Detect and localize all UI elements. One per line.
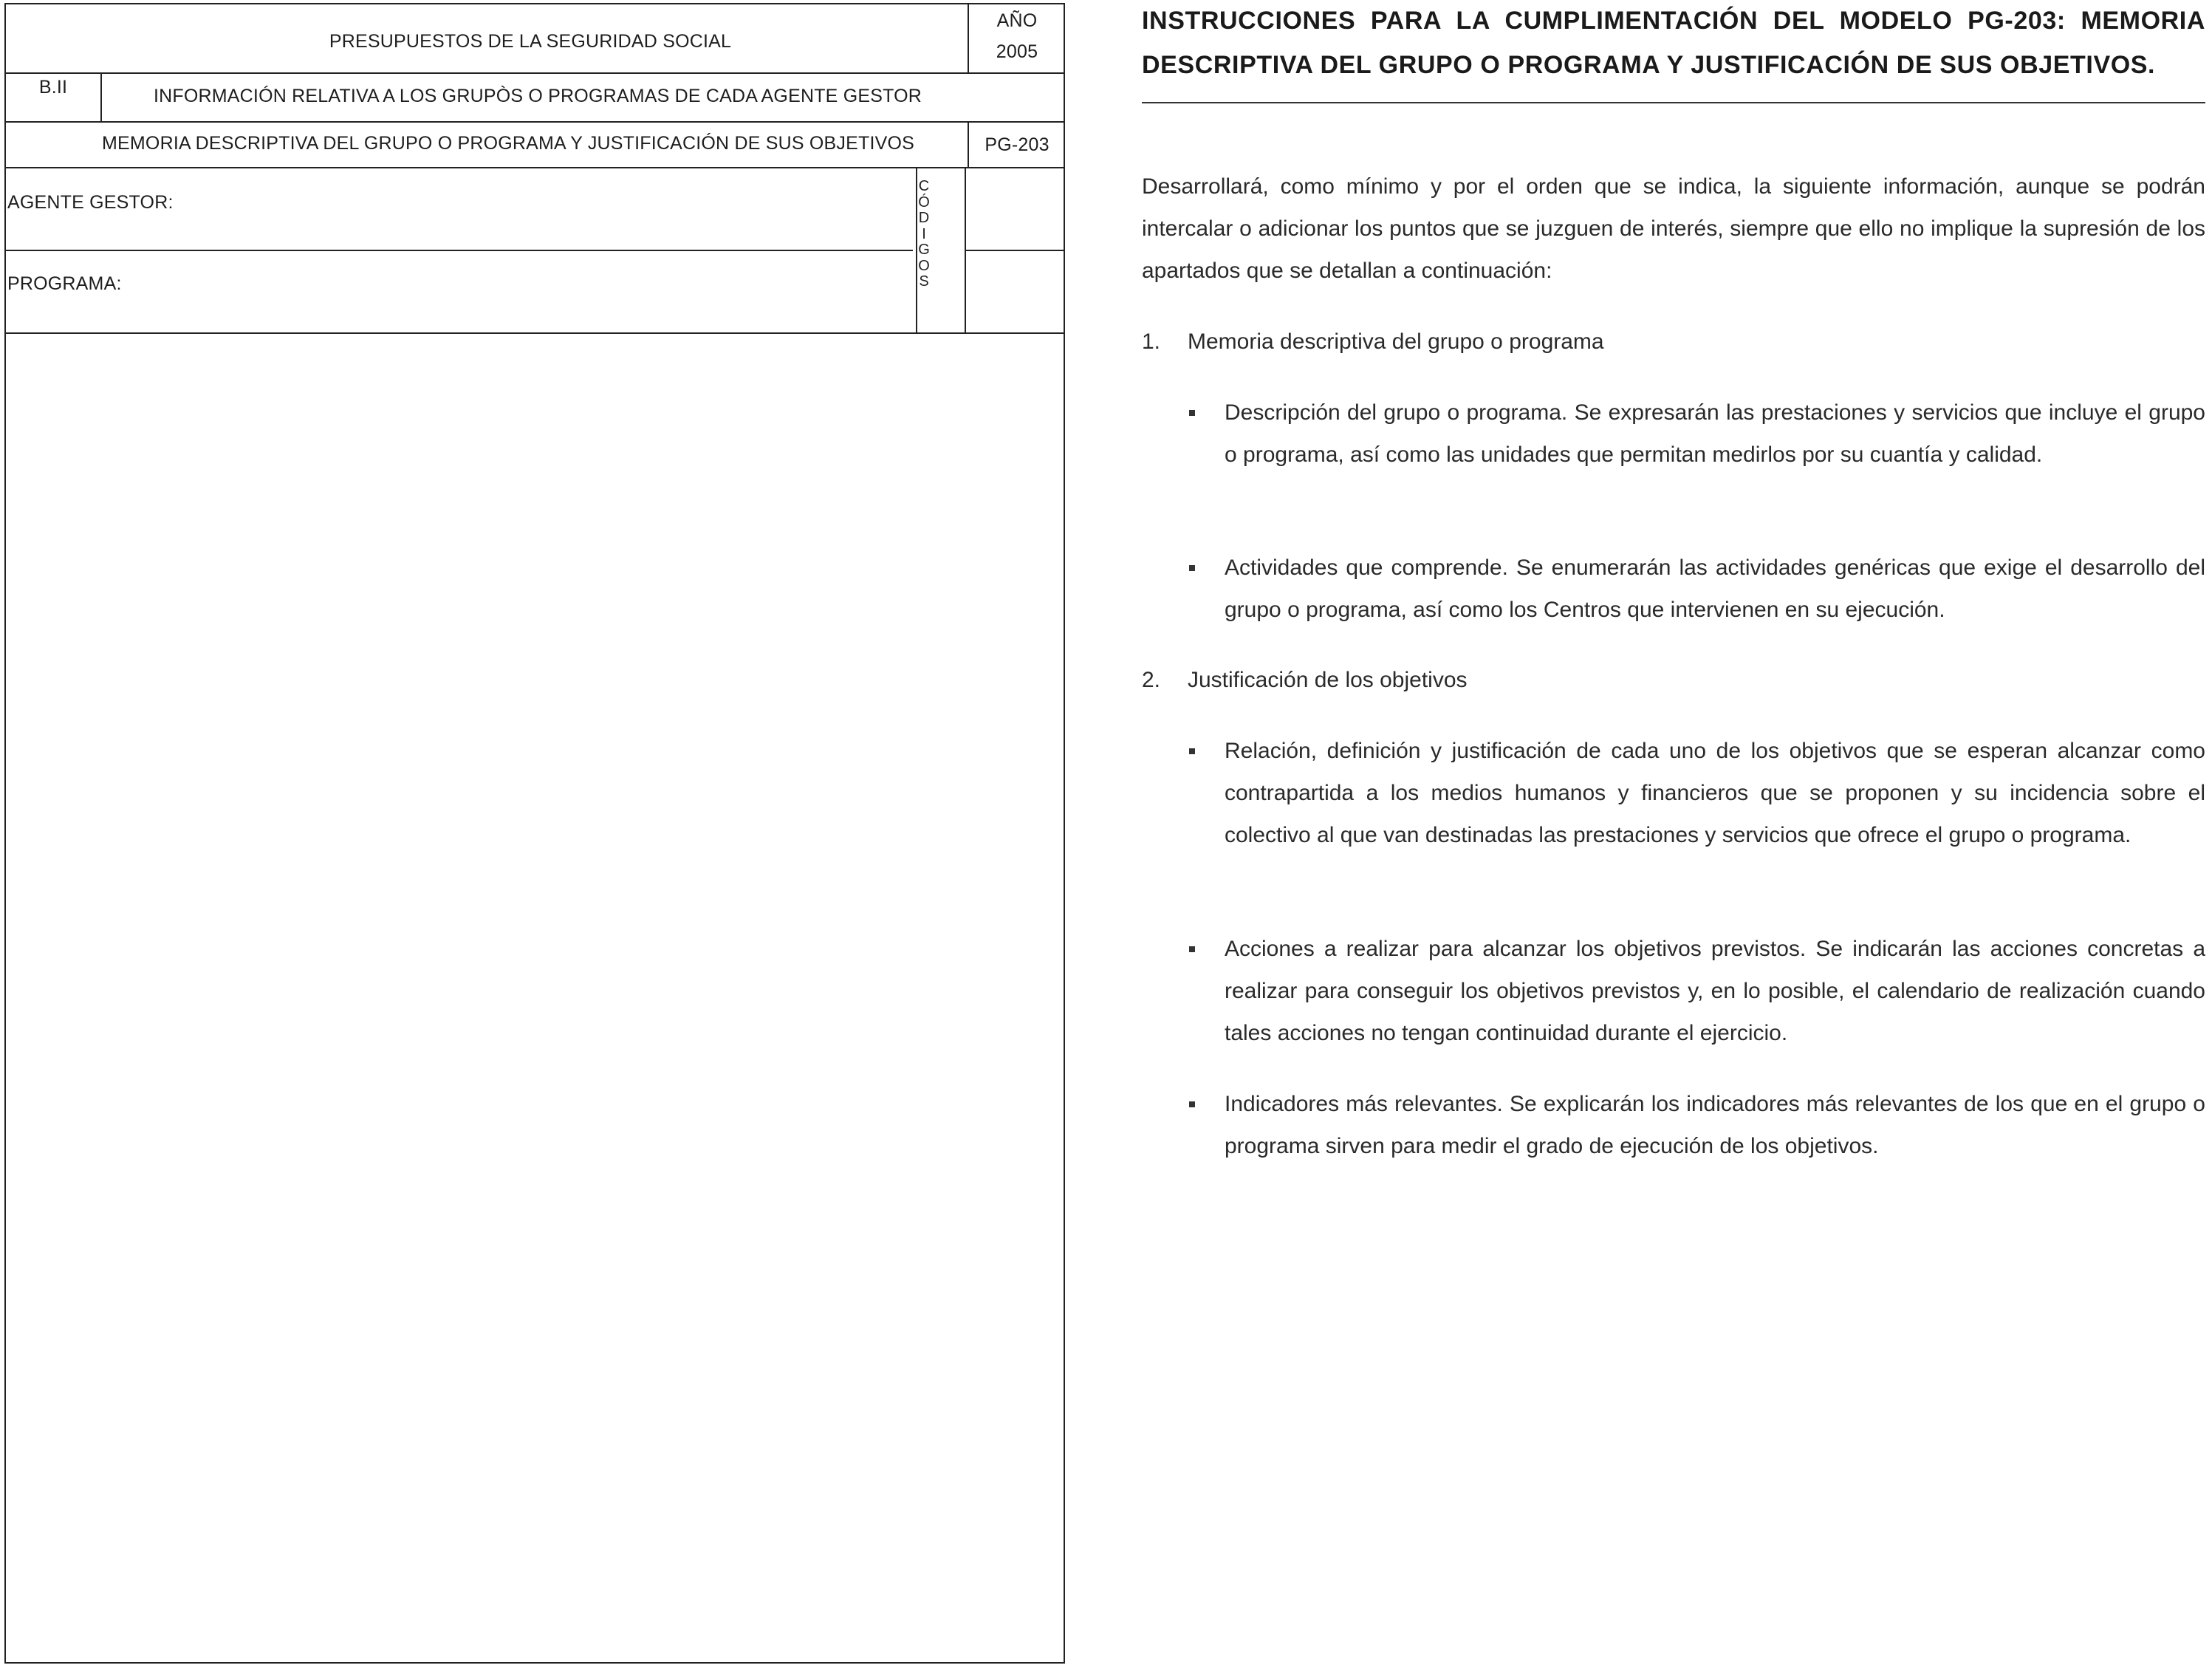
row-divider bbox=[965, 250, 1064, 251]
section-heading-text: Justificación de los objetivos bbox=[1188, 668, 1468, 692]
section-heading-1 bbox=[1142, 321, 1604, 363]
codigos-letter: Ó bbox=[918, 194, 930, 211]
instructions-title: INSTRUCCIONES PARA LA CUMPLIMENTACIÓN DEL MODELO PG-203: MEMORIA DESCRIPTIVA DEL GRUPO O PROGRAMA Y JUSTIFICACIÓN DE SUS OBJETIVOS. bbox=[1142, 7, 2205, 79]
section-number: 1. bbox=[1142, 329, 1161, 354]
bullet-icon bbox=[1189, 946, 1195, 952]
bullet-icon bbox=[1189, 748, 1195, 754]
section-heading-2 bbox=[1142, 659, 1468, 701]
year-column-divider bbox=[968, 4, 969, 74]
section-title: INFORMACIÓN RELATIVA A LOS GRUPÒS O PROGRAMAS DE CADA AGENTE GESTOR bbox=[154, 86, 922, 106]
instructions-header bbox=[1142, 0, 2205, 87]
list-item bbox=[1189, 547, 2205, 631]
year-label: AÑO bbox=[996, 10, 1038, 31]
bullet-icon bbox=[1189, 565, 1195, 571]
section-heading-text: Memoria descriptiva del grupo o programa bbox=[1188, 329, 1604, 354]
list-item bbox=[1189, 1083, 2205, 1167]
codigos-right-divider bbox=[965, 168, 966, 334]
model-code-divider bbox=[968, 123, 969, 168]
memoria-title: MEMORIA DESCRIPTIVA DEL GRUPO O PROGRAMA Y JUSTIFICACIÓN DE SUS OBJETIVOS bbox=[102, 133, 914, 154]
year-value: 2005 bbox=[996, 41, 1038, 62]
title-underline bbox=[1142, 102, 2205, 103]
list-item bbox=[1189, 730, 2205, 856]
row-divider bbox=[6, 332, 1064, 334]
row-divider bbox=[6, 167, 1064, 168]
row-divider bbox=[6, 250, 913, 251]
list-item-text: Relación, definición y justificación de cada uno de los objetivos que se esperan alcanzar como contrapartida a los medios humanos y financieros que se proponen y su incidencia sobre el colectivo al que van destinadas las prestaciones y servicios que ofrece el grupo o programa. bbox=[1225, 739, 2205, 847]
codigos-vertical-label bbox=[917, 179, 931, 290]
section-code-divider bbox=[100, 74, 102, 121]
agente-gestor-label: AGENTE GESTOR: bbox=[7, 192, 174, 213]
codigos-letter: I bbox=[922, 225, 926, 242]
list-item-text: Acciones a realizar para alcanzar los objetivos previstos. Se indicarán las acciones concretas a realizar para conseguir los objetivos previstos y, en lo posible, el calendario de realización cuando tales acciones no tengan continuidad durante el ejercicio. bbox=[1225, 937, 2205, 1045]
row-divider bbox=[6, 72, 1064, 74]
section-code: B.II bbox=[38, 77, 68, 98]
instructions-intro: Desarrollará, como mínimo y por el orden que se indica, la siguiente información, aunque se podrán intercalar o adicionar los puntos que se juzguen de interés, siempre que ello no implique la supresión de los apartados que se detallan a continuación: bbox=[1142, 174, 2205, 283]
codigos-letter: O bbox=[918, 257, 930, 274]
row-divider bbox=[6, 121, 1064, 123]
list-item-text: Indicadores más relevantes. Se explicarán los indicadores más relevantes de los que en el grupo o programa sirven para medir el grado de ejecución de los objetivos. bbox=[1225, 1092, 2205, 1158]
codigos-letter: S bbox=[919, 273, 929, 290]
codigos-letter: G bbox=[918, 242, 930, 258]
form-header-title: PRESUPUESTOS DE LA SEGURIDAD SOCIAL bbox=[329, 31, 732, 52]
list-item-text: Actividades que comprende. Se enumerarán las actividades genéricas que exige el desarrollo del grupo o programa, así como los Centros que intervienen en su ejecución. bbox=[1225, 556, 2205, 622]
model-code: PG-203 bbox=[985, 134, 1049, 155]
list-item bbox=[1189, 392, 2205, 476]
codigos-letter: C bbox=[918, 178, 930, 194]
codigos-letter: D bbox=[918, 210, 930, 226]
bullet-icon bbox=[1189, 410, 1195, 416]
programa-label: PROGRAMA: bbox=[7, 273, 122, 294]
list-item bbox=[1189, 928, 2205, 1054]
bullet-icon bbox=[1189, 1101, 1195, 1107]
budget-form bbox=[4, 3, 1065, 1664]
list-item-text: Descripción del grupo o programa. Se expresarán las prestaciones y servicios que incluye el grupo o programa, así como las unidades que permitan medirlos por su cuantía y calidad. bbox=[1225, 400, 2205, 467]
section-number: 2. bbox=[1142, 668, 1161, 692]
